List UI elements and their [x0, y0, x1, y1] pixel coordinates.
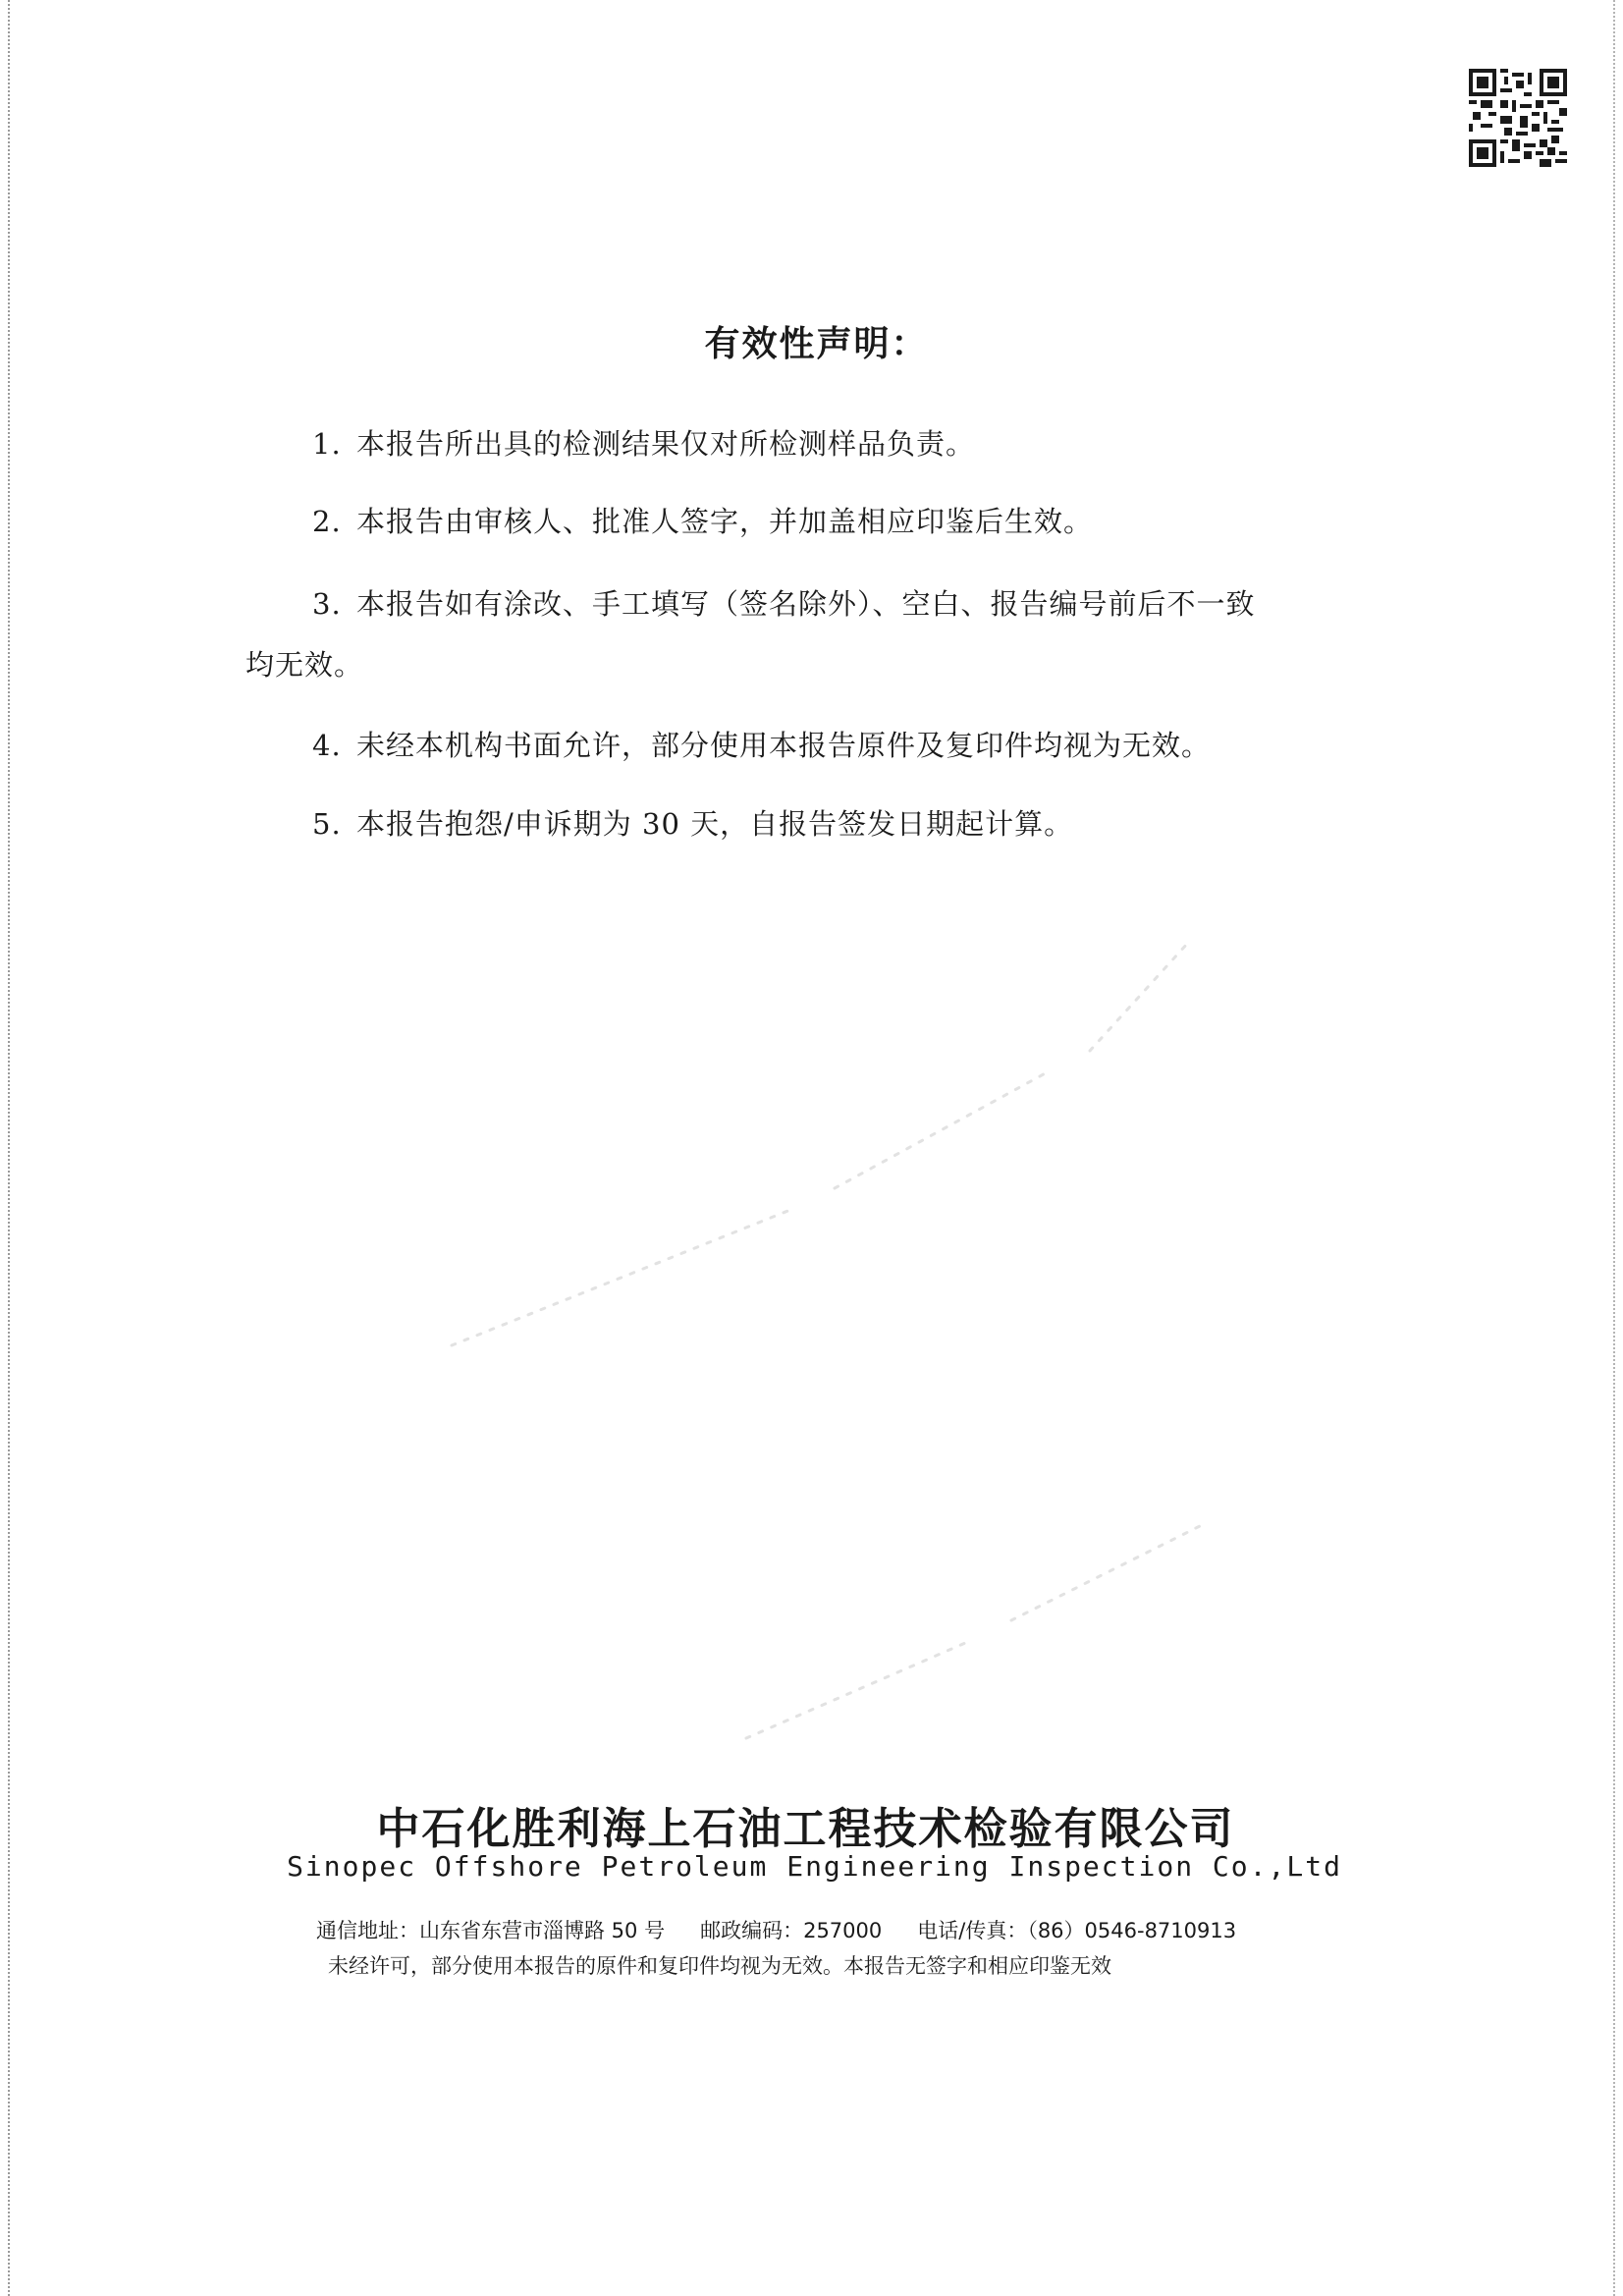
clause-5 — [245, 793, 1375, 854]
clause-text: 本报告由审核人、批准人签字，并加盖相应印鉴后生效。 — [356, 505, 1094, 538]
clause-number: 3. — [312, 587, 342, 621]
clause-number: 1. — [312, 427, 342, 461]
clause-1 — [245, 413, 1375, 474]
phone-fax: 电话/传真：（86）0546-8710913 — [917, 1919, 1237, 1942]
clause-text-continued: 均无效。 — [245, 648, 364, 682]
clause-number: 2. — [312, 505, 342, 538]
validity-notice: 未经许可，部分使用本报告的原件和复印件均视为无效。本报告无签字和相应印鉴无效 — [328, 1954, 1111, 1978]
declaration-title: 有效性声明： — [704, 324, 929, 364]
postcode: 邮政编码：257000 — [700, 1919, 883, 1942]
qr-code-icon — [1469, 69, 1567, 167]
clause-number: 4. — [312, 729, 342, 762]
company-name-en: Sinopec Offshore Petroleum Engineering Inspection Co.,Ltd — [287, 1850, 1342, 1883]
clause-2 — [245, 491, 1375, 552]
contact-line — [316, 1915, 1271, 1944]
faint-watermark — [422, 913, 1227, 1817]
clause-text: 未经本机构书面允许，部分使用本报告原件及复印件均视为无效。 — [356, 729, 1212, 762]
clause-text: 本报告所出具的检测结果仅对所检测样品负责。 — [356, 427, 976, 461]
clause-3 — [245, 574, 1375, 695]
company-name-cn: 中石化胜利海上石油工程技术检验有限公司 — [376, 1804, 1235, 1854]
clause-text: 本报告如有涂改、手工填写（签名除外）、空白、报告编号前后不一致 — [356, 587, 1256, 621]
clause-4 — [245, 715, 1375, 776]
clause-number: 5. — [312, 807, 342, 841]
clause-text: 本报告抱怨/申诉期为 30 天，自报告签发日期起计算。 — [356, 807, 1074, 841]
address: 通信地址：山东省东营市淄博路 50 号 — [316, 1919, 666, 1942]
